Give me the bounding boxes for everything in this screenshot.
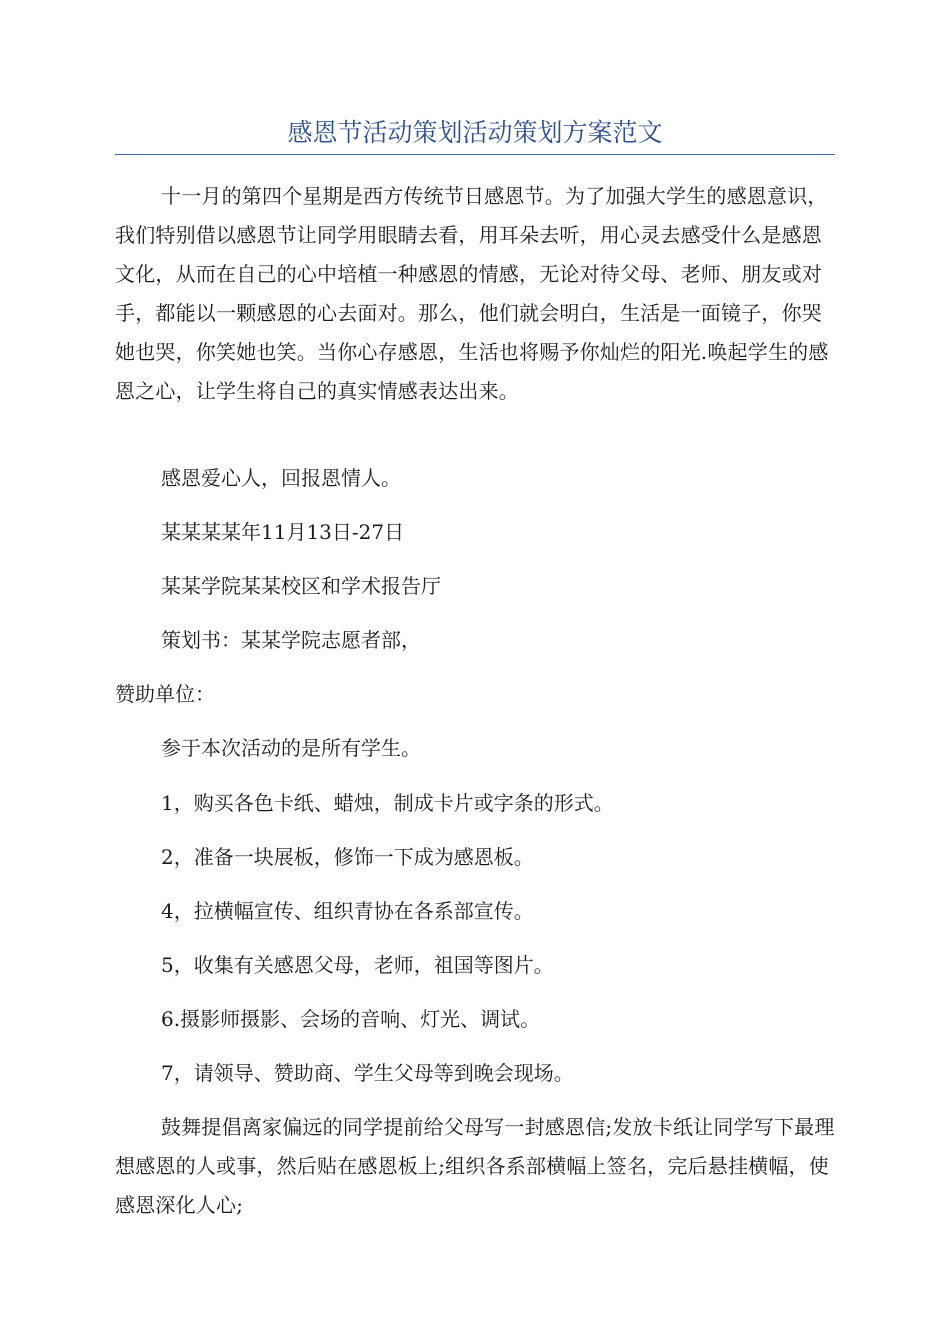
list-item-step2: 2，准备一块展板，修饰一下成为感恩板。 — [161, 845, 534, 869]
date-line: 某某某某年11月13日-27日 — [161, 520, 405, 544]
theme-line: 感恩爱心人，回报恩情人。 — [161, 466, 401, 490]
planner-line: 策划书：某某学院志愿者部， — [161, 628, 421, 652]
location-line: 某某学院某某校区和学术报告厅 — [161, 574, 441, 598]
page-title: 感恩节活动策划活动策划方案范文 — [287, 118, 663, 147]
list-item-step4: 4，拉横幅宣传、组织青协在各系部宣传。 — [161, 899, 534, 923]
sponsor-line: 赞助单位： — [115, 682, 215, 706]
intro-paragraph: 十一月的第四个星期是西方传统节日感恩节。为了加强大学生的感恩意识，我们特别借以感恩节让同学用眼睛去看，用耳朵去听，用心灵去感受什么是感恩文化，从而在自己的心中培植一种感恩的情感，无论对待父母、老师、朋友或对手，都能以一颗感恩的心去面对。那么，他们就会明白，生活是一面镜子，你哭她也哭，你笑她也笑。当你心存感恩，生活也将赐予你灿烂的阳光.唤起学生的感恩之心，让学生将自己的真实情感表达出来。 — [115, 184, 829, 403]
list-item-step5: 5，收集有关感恩父母，老师，祖国等图片。 — [161, 953, 554, 977]
list-item-step7: 7，请领导、赞助商、学生父母等到晚会现场。 — [161, 1061, 574, 1085]
list-item-step6: 6.摄影师摄影、会场的音响、灯光、调试。 — [161, 1007, 541, 1031]
title-underline — [115, 154, 835, 155]
closing-paragraph: 鼓舞提倡离家偏远的同学提前给父母写一封感恩信;发放卡纸让同学写下最理想感恩的人或事，然后贴在感恩板上;组织各系部横幅上签名，完后悬挂横幅，使感恩深化人心; — [115, 1115, 835, 1217]
participants-line: 参于本次活动的是所有学生。 — [161, 736, 421, 760]
list-item-step1: 1，购买各色卡纸、蜡烛，制成卡片或字条的形式。 — [161, 791, 614, 815]
